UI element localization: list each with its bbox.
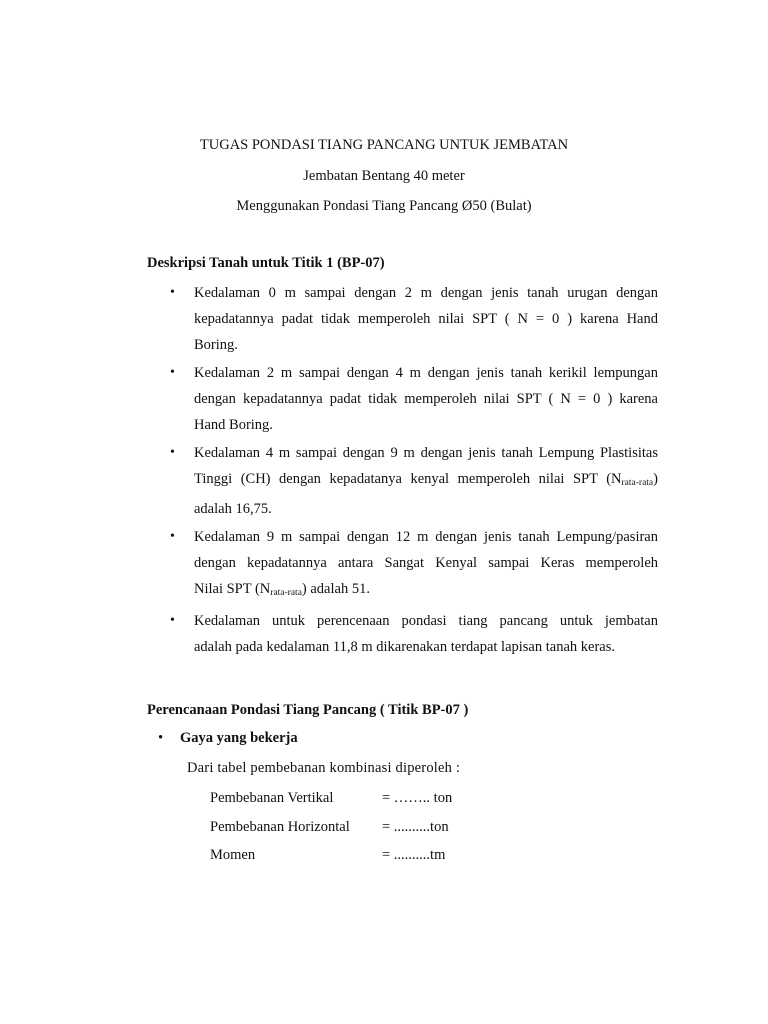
subscript-rata-rata: rata-rata bbox=[621, 478, 654, 488]
load-row-value: = ..........ton bbox=[382, 819, 449, 835]
bullet-icon: • bbox=[170, 529, 175, 544]
list-item-line: Kedalaman untuk perencenaan pondasi tiang pancang untuk jembatan bbox=[194, 613, 658, 629]
list-item-line bbox=[194, 576, 658, 606]
list-item bbox=[0, 360, 768, 438]
bullet-icon: • bbox=[170, 613, 175, 628]
bullet-icon: • bbox=[170, 285, 175, 300]
forces-subheading bbox=[158, 730, 298, 747]
list-item-line: dengan kepadatannya antara Sangat Kenyal sampai Keras memperoleh bbox=[194, 555, 658, 571]
list-item-line: kepadatannya padat tidak memperoleh nilai SPT ( N = 0 ) karena Hand bbox=[194, 311, 658, 327]
subscript-rata-rata: rata-rata bbox=[270, 588, 302, 598]
document-subtitle-foundation: Menggunakan Pondasi Tiang Pancang Ø50 (Bulat) bbox=[236, 198, 532, 214]
list-item-text: ) bbox=[653, 471, 658, 487]
list-item-text: Tinggi (CH) dengan kepadatanya kenyal memperoleh nilai SPT (N bbox=[194, 471, 622, 487]
soil-description-heading: Deskripsi Tanah untuk Titik 1 (BP-07) bbox=[147, 255, 385, 271]
list-item bbox=[0, 280, 768, 358]
load-row-label: Momen bbox=[210, 847, 256, 863]
bullet-icon: • bbox=[170, 365, 175, 380]
list-item-line: Kedalaman 9 m sampai dengan 12 m dengan jenis tanah Lempung/pasiran bbox=[194, 529, 658, 545]
load-row-moment bbox=[210, 847, 446, 864]
list-item-line: adalah pada kedalaman 11,8 m dikarenakan terdapat lapisan tanah keras. bbox=[194, 639, 615, 655]
document-title: TUGAS PONDASI TIANG PANCANG UNTUK JEMBATAN bbox=[199, 137, 569, 153]
load-table-intro: Dari tabel pembebanan kombinasi diperoleh : bbox=[187, 760, 461, 776]
list-item-line: Hand Boring. bbox=[194, 417, 273, 433]
list-item bbox=[0, 608, 768, 660]
list-item-text: Nilai SPT (N bbox=[194, 581, 271, 597]
list-item-line: Kedalaman 0 m sampai dengan 2 m dengan jenis tanah urugan dengan bbox=[194, 285, 658, 301]
list-item-line: dengan kepadatannya padat tidak memperoleh nilai SPT ( N = 0 ) karena bbox=[194, 391, 658, 407]
list-item-line: Kedalaman 2 m sampai dengan 4 m dengan jenis tanah kerikil lempungan bbox=[194, 365, 658, 381]
soil-description-list bbox=[0, 280, 768, 662]
load-row-horizontal bbox=[210, 819, 449, 836]
list-item-line bbox=[194, 466, 658, 496]
list-item-text: ) adalah 51. bbox=[301, 581, 370, 597]
load-row-value: = ..........tm bbox=[382, 847, 446, 863]
load-row-vertical bbox=[210, 790, 453, 807]
forces-subheading-label: Gaya yang bekerja bbox=[180, 730, 298, 746]
load-row-label: Pembebanan Horizontal bbox=[210, 819, 350, 835]
list-item-line: Boring. bbox=[194, 337, 238, 353]
list-item-line: Kedalaman 4 m sampai dengan 9 m dengan jenis tanah Lempung Plastisitas bbox=[194, 445, 658, 461]
bullet-icon: • bbox=[158, 730, 164, 746]
foundation-planning-heading: Perencanaan Pondasi Tiang Pancang ( Titik BP-07 ) bbox=[147, 702, 469, 718]
list-item bbox=[0, 440, 768, 522]
load-row-value: = …….. ton bbox=[382, 790, 453, 806]
bullet-icon: • bbox=[170, 445, 175, 460]
load-row-label: Pembebanan Vertikal bbox=[210, 790, 334, 806]
list-item-line: adalah 16,75. bbox=[194, 501, 272, 517]
list-item bbox=[0, 524, 768, 606]
document-subtitle-span: Jembatan Bentang 40 meter bbox=[303, 168, 465, 184]
